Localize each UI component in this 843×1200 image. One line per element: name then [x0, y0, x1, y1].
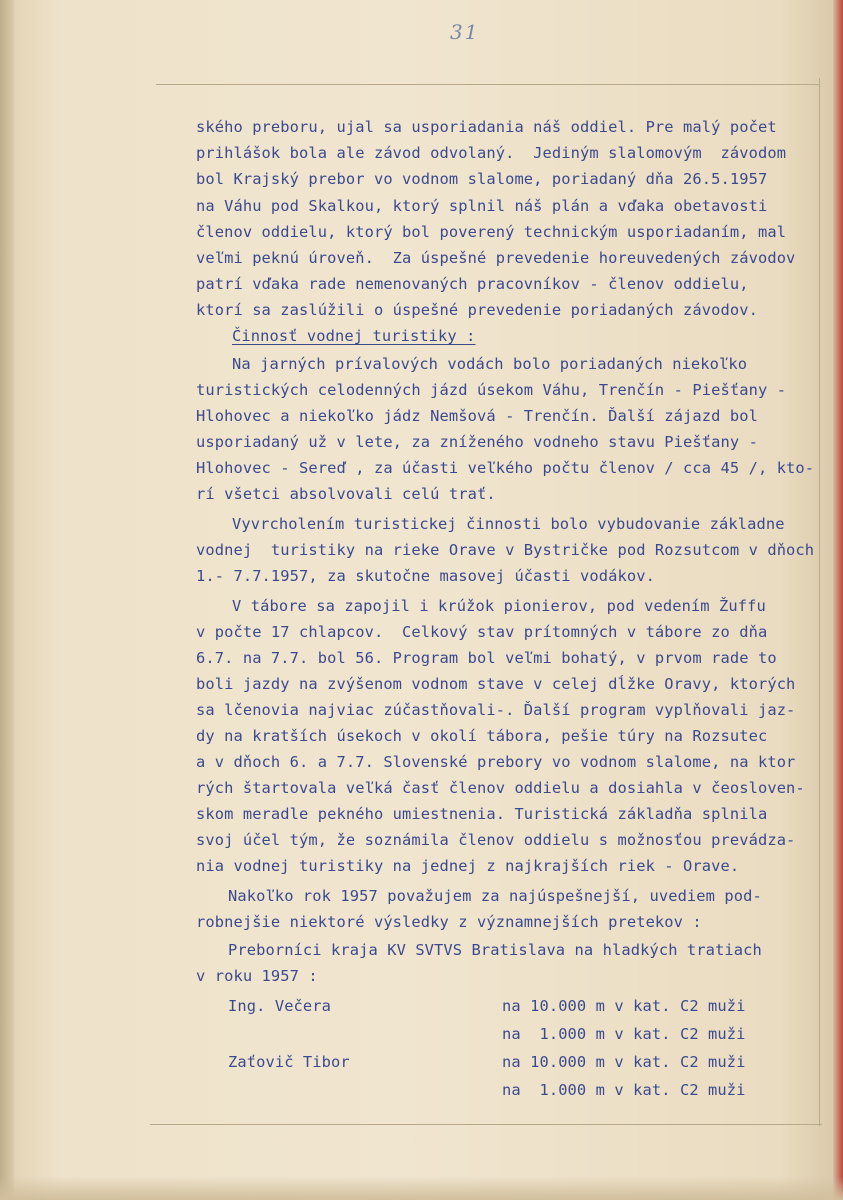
- frame-line-right: [819, 78, 820, 1126]
- page-bottom-edge: [0, 1176, 843, 1200]
- frame-line-top: [156, 84, 820, 85]
- result-event: na 1.000 m v kat. C2 muži: [502, 1025, 746, 1043]
- result-event: na 10.000 m v kat. C2 muži: [502, 1053, 746, 1071]
- section-heading: Činnosť vodnej turistiky :: [232, 327, 476, 345]
- text-line: na Váhu pod Skalkou, ktorý splnil náš plán a vďaka obetavosti: [196, 197, 768, 215]
- text-line: sa lčenovia najviac zúčastňovali-. Ďalší program vyplňovali jaz-: [196, 701, 796, 719]
- text-line: boli jazdy na zvýšenom vodnom stave v celej dĺžke Oravy, ktorých: [196, 675, 796, 693]
- text-line: 1.- 7.7.1957, za skutočne masovej účasti vodákov.: [196, 567, 655, 585]
- text-line: členov oddielu, ktorý bol poverený technickým usporiadaním, mal: [196, 223, 787, 241]
- result-event: na 10.000 m v kat. C2 muži: [502, 997, 746, 1015]
- text-line: Nakoľko rok 1957 považujem za najúspešnejší, uvediem pod-: [228, 887, 762, 905]
- page-right-edge: [833, 0, 843, 1200]
- text-line: Vyvrcholením turistickej činnosti bolo vybudovanie základne: [232, 515, 785, 533]
- result-event: na 1.000 m v kat. C2 muži: [502, 1081, 746, 1099]
- text-line: turistických celodenných jázd úsekom Váhu, Trenčín - Piešťany -: [196, 381, 787, 399]
- text-line: patrí vďaka rade nemenovaných pracovníkov - členov oddielu,: [196, 275, 749, 293]
- text-line: v počte 17 chlapcov. Celkový stav prítomných v tábore zo dňa: [196, 623, 768, 641]
- text-line: V tábore sa zapojil i krúžok pionierov, pod vedením Žuffu: [232, 597, 766, 615]
- text-line: bol Krajský prebor vo vodnom slalome, poriadaný dňa 26.5.1957: [196, 170, 768, 188]
- result-name: Zaťovič Tibor: [228, 1053, 350, 1071]
- text-line: skom meradle pekného umiestnenia. Turistická základňa splnila: [196, 805, 768, 823]
- text-line: veľmi peknú úroveň. Za úspešné prevedenie horeuvedených závodov: [196, 249, 796, 267]
- text-line: Preborníci kraja KV SVTVS Bratislava na hladkých tratiach: [228, 941, 762, 959]
- result-name: Ing. Večera: [228, 997, 332, 1015]
- text-line: rých štartovala veľká časť členov oddielu a dosiahla v čeosloven-: [196, 779, 805, 797]
- text-line: dy na kratších úsekoch v okolí tábora, pešie túry na Rozsutec: [196, 727, 768, 745]
- text-line: ského preboru, ujal sa usporiadania náš oddiel. Pre malý počet: [196, 118, 777, 136]
- text-line: svoj účel tým, že soznámila členov oddielu s možnosťou prevádza-: [196, 831, 796, 849]
- text-line: Na jarných prívalových vodách bolo poriadaných niekoľko: [232, 355, 748, 373]
- text-line: v roku 1957 :: [196, 967, 318, 985]
- binding-edge: [0, 0, 14, 1200]
- text-line: nia vodnej turistiky na jednej z najkrajších riek - Orave.: [196, 857, 740, 875]
- text-line: usporiadaný už v lete, za zníženého vodneho stavu Piešťany -: [196, 433, 758, 451]
- text-line: a v dňoch 6. a 7.7. Slovenské prebory vo vodnom slalome, na ktor: [196, 753, 796, 771]
- text-line: Hlohovec - Sereď , za účasti veľkého počtu členov / cca 45 /, kto-: [196, 459, 815, 477]
- text-line: Hlohovec a niekoľko jádz Nemšová - Trenčín. Ďalší zájazd bol: [196, 407, 758, 425]
- text-line: ktorí sa zaslúžili o úspešné prevedenie poriadaných závodov.: [196, 301, 758, 319]
- text-line: vodnej turistiky na rieke Orave v Bystričke pod Rozsutcom v dňoch: [196, 541, 815, 559]
- page-number: 31: [450, 20, 480, 44]
- text-line: rí všetci absolvovali celú trať.: [196, 485, 496, 503]
- text-line: 6.7. na 7.7. bol 56. Program bol veľmi bohatý, v prvom rade to: [196, 649, 777, 667]
- frame-line-bottom: [150, 1124, 822, 1125]
- text-line: prihlášok bola ale závod odvolaný. Jediným slalomovým závodom: [196, 144, 787, 162]
- text-line: robnejšie niektoré výsledky z významnejších pretekov :: [196, 913, 702, 931]
